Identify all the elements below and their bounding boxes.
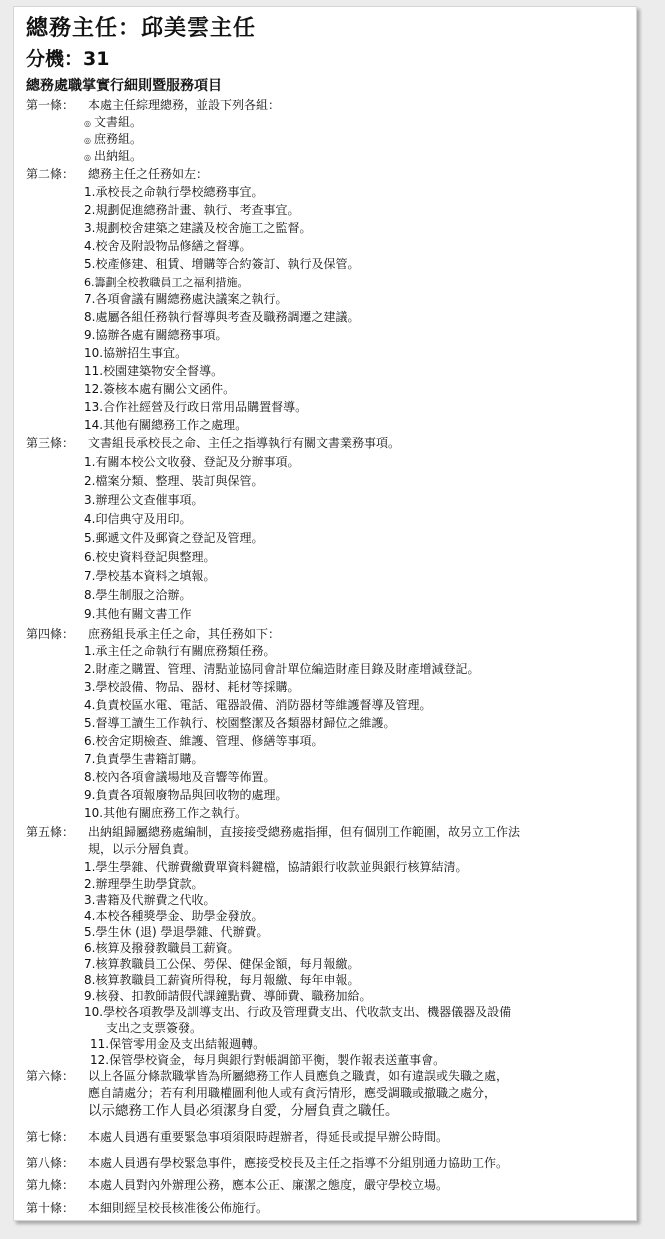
article-label: 第七條： <box>26 1130 75 1144</box>
article-text: 本處主任綜理總務，並設下列各組： <box>88 98 281 112</box>
article-label: 第五條： <box>26 825 75 839</box>
article-label: 第二條： <box>26 167 75 181</box>
article-label: 第九條： <box>26 1178 75 1192</box>
extension-number: 分機：31 <box>26 48 110 70</box>
article-text: 以上各區分條款職掌皆為所屬總務工作人員應負之職責，如有違誤或失職之處， <box>88 1069 509 1083</box>
article-text: 文書組長承校長之命、主任之指導執行有關文書業務事項。 <box>88 436 401 450</box>
article-label: 第八條： <box>26 1156 75 1170</box>
bullet-icon: ◎ <box>84 153 91 162</box>
article-label: 第四條： <box>26 627 75 641</box>
document-page: 總務主任：邱美雲主任 分機：31 總務處職掌實行細則暨服務項目 第一條： 本處主任綜理總務，並設下列各組： ◎ 文書組。 ◎ 庶務組。 ◎ 出納組。 第二條： 總務主任之任務如左： 1.承校長之命執行學校總務事宜。 2.規劃促進總務計畫、執行、考查事宜。 3.規劃校舍建築之建議及校舍施工之監督。 4.校舍及附設物品修繕之督導。 5.校產修建、租賃、增購等合約簽訂、執行及保管。 6.籌劃全校教職員工之福利措施。 7.各項會議有關總務處決議案之執行。 8.處屬各組任務執行督導與考查及職務調遷之建議。 9.協辦各處有關總務事項。 10.協辦招生事宜。 11.校園建築物安全督導。 12.簽核本處有關公文函件。 13.合作社經營及行政日常用品購置督導。 14.其他有關總務工作之處理。 第三條： 文書組長承校長之命、主任之指導執行有關文書業務事項。 1.有關本校公文收發、登記及分辦事項。 2.檔案分類、整理、裝訂與保管。 3.辦理公文查催事項。 4.印信典守及用印。 5.郵遞文件及郵資之登記及管理。 6.校史資料登記與整理。 7.學校基本資料之填報。 8.學生制服之洽辦。 9.其他有關文書工作 第四條： 庶務組長承主任之命，其任務如下： 1.承主任之命執行有關庶務類任務。 2.財產之購置、管理、清點並協同會計單位編造財產目錄及財產增減登記。 3.學校設備、物品、器材、耗材等採購。 4.負責校區水電、電話、電器設備、消防器材等維護督導及管理。 5.督導工讀生工作執行、校園整潔及各類器材歸位之維護。 6.校舍定期檢查、維護、管理、修繕等事項。 7.負責學生書籍訂購。 8.校內各項會議場地及音響等佈置。 9.負責各項報廢物品與回收物的處理。 10.其他有關庶務工作之執行。 第五條： 出納組歸屬總務處編制，直接接受總務處指揮，但有個別工作範圍，故另立工作法 規，以示分層負責。 1.學生學雜、代辦費繳費單資料鍵檔，協請銀行收款並與銀行核算結清。 2.辦理學生助學貸款。 3.書籍及代辦費之代收。 4.本校各種獎學金、助學金發放。 5.學生休 (退) 學退學雜、代辦費。 6.核算及撥發教職員工薪資。 7.核算教職員工公保、勞保、健保金額，每月報繳。 8.核算教職員工薪資所得稅，每月報繳、每年申報。 9.核發、扣教師請假代課鐘點費、導師費、職務加給。 10.學校各項教學及訓導支出、行政及管理費支出、代收款支出、機器儀器及設備 支出之支票簽發。 11.保管零用金及支出結報週轉。 12.保管學校資金，每月與銀行對帳調節平衡，製作報表送董事會。 第六條： 以上各區分條款職掌皆為所屬總務工作人員應負之職責，如有違誤或失職之處， 應自請處分；若有利用職權圖利他人或有貪污情形，應受調職或撤職之處分， 以示總務工作人員必須潔身自愛，分層負責之職任。 第七條： 本處人員遇有重要緊急事項須限時趕辦者，得延長或提早辦公時間。 第八條： 本處人員遇有學校緊急事件，應接受校長及主任之指導不分組別通力協助工作。 第九條： 本處人員對內外辦理公務，應本公正、廉潔之態度，嚴守學校立場。 第十條： 本細則經呈校長核准後公佈施行。 <box>13 6 637 1221</box>
page-title: 總務主任：邱美雲主任 <box>26 16 257 41</box>
article-label: 第一條： <box>26 98 75 112</box>
article-text: 本細則經呈校長核准後公佈施行。 <box>88 1201 269 1215</box>
article-text: 本處人員遇有學校緊急事件，應接受校長及主任之指導不分組別通力協助工作。 <box>88 1156 509 1170</box>
article-text: 庶務組長承主任之命，其任務如下： <box>88 627 281 641</box>
article-text: 本處人員對內外辦理公務，應本公正、廉潔之態度，嚴守學校立場。 <box>88 1178 449 1192</box>
article-text: 本處人員遇有重要緊急事項須限時趕辦者，得延長或提早辦公時間。 <box>88 1130 449 1144</box>
bullet-icon: ◎ <box>84 119 91 128</box>
article-label: 第十條： <box>26 1201 75 1215</box>
article-label: 第六條： <box>26 1069 75 1083</box>
article-label: 第三條： <box>26 436 75 450</box>
section-heading: 總務處職掌實行細則暨服務項目 <box>26 78 222 94</box>
article-text: 總務主任之任務如左： <box>88 167 209 181</box>
article-text: 出納組歸屬總務處編制，直接接受總務處指揮，但有個別工作範圍，故另立工作法 <box>88 825 521 839</box>
bullet-icon: ◎ <box>84 136 91 145</box>
